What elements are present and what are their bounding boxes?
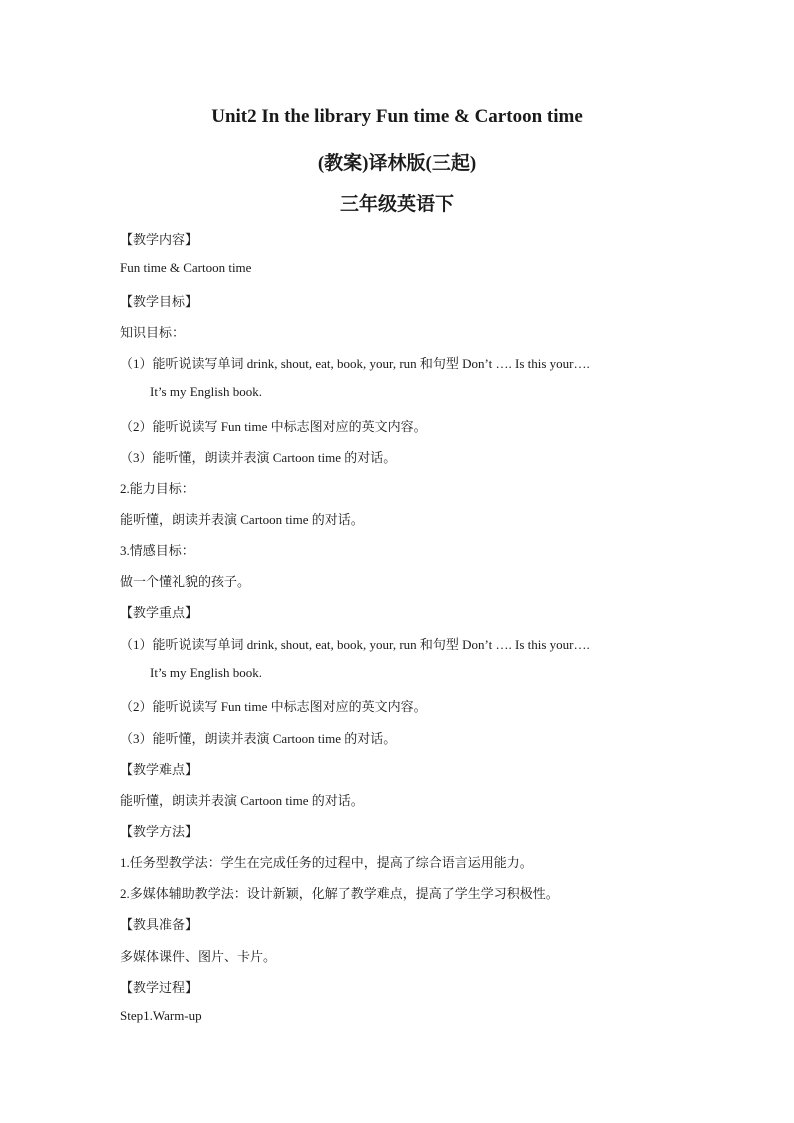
goal-item-3: （3）能听懂，朗读并表演 Cartoon time 的对话。 bbox=[120, 450, 397, 465]
process-step-1: Step1.Warm-up bbox=[120, 1008, 202, 1023]
section-heading-process: 【教学过程】 bbox=[120, 980, 199, 995]
key-point-1-continuation: It’s my English book. bbox=[150, 665, 262, 680]
document-title-line-3: 三年级英语下 bbox=[339, 194, 454, 215]
section-heading-methods: 【教学方法】 bbox=[120, 824, 199, 839]
document-title-line-1: Unit2 In the library Fun time & Cartoon time bbox=[211, 106, 583, 127]
section-heading-difficulty: 【教学难点】 bbox=[120, 762, 199, 777]
tools-text: 多媒体课件、图片、卡片。 bbox=[120, 949, 277, 964]
difficulty-text: 能听懂，朗读并表演 Cartoon time 的对话。 bbox=[120, 793, 364, 808]
document-title-line-2: (教案)译林版(三起) bbox=[317, 153, 477, 174]
ability-goal-text: 能听懂，朗读并表演 Cartoon time 的对话。 bbox=[120, 512, 364, 527]
content-text: Fun time & Cartoon time bbox=[120, 260, 252, 275]
key-point-2: （2）能听说读写 Fun time 中标志图对应的英文内容。 bbox=[120, 699, 427, 714]
ability-goal-heading: 2.能力目标： bbox=[120, 481, 195, 496]
section-heading-tools: 【教具准备】 bbox=[120, 917, 199, 932]
knowledge-goal-heading: 知识目标： bbox=[120, 325, 186, 340]
emotion-goal-heading: 3.情感目标： bbox=[120, 543, 195, 558]
goal-item-2: （2）能听说读写 Fun time 中标志图对应的英文内容。 bbox=[120, 419, 427, 434]
section-heading-goals: 【教学目标】 bbox=[120, 294, 199, 309]
method-item-2: 2.多媒体辅助教学法：设计新颖，化解了教学难点，提高了学生学习积极性。 bbox=[120, 886, 559, 901]
section-heading-key-points: 【教学重点】 bbox=[120, 605, 199, 620]
method-item-1: 1.任务型教学法：学生在完成任务的过程中，提高了综合语言运用能力。 bbox=[120, 855, 533, 870]
section-heading-content: 【教学内容】 bbox=[120, 232, 199, 247]
emotion-goal-text: 做一个懂礼貌的孩子。 bbox=[120, 574, 251, 589]
goal-item-1-continuation: It’s my English book. bbox=[150, 384, 262, 399]
key-point-1: （1）能听说读写单词 drink, shout, eat, book, your, run 和句型 Don’t …. Is this your…. bbox=[120, 637, 590, 652]
goal-item-1: （1）能听说读写单词 drink, shout, eat, book, your, run 和句型 Don’t …. Is this your…. bbox=[120, 356, 590, 371]
key-point-3: （3）能听懂，朗读并表演 Cartoon time 的对话。 bbox=[120, 731, 397, 746]
